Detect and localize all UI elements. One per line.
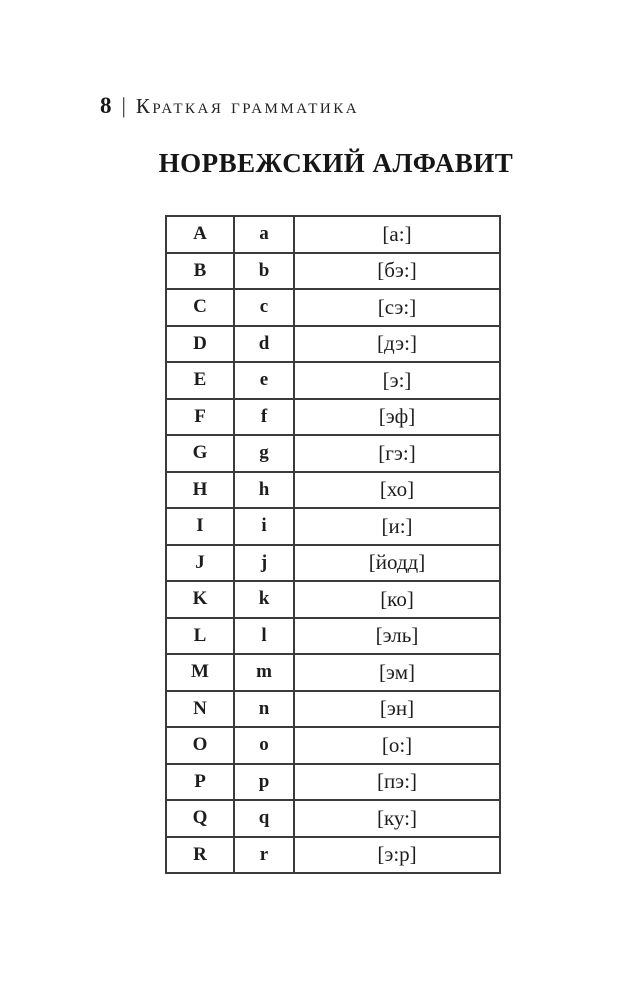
table-row: [166, 837, 500, 874]
table-row: [166, 216, 500, 253]
pronunciation-cell: [хо]: [294, 472, 500, 509]
table-row: [166, 435, 500, 472]
uppercase-letter-cell: E: [166, 362, 234, 399]
uppercase-letter-cell: P: [166, 764, 234, 801]
table-row: [166, 581, 500, 618]
table-row: [166, 545, 500, 582]
pronunciation-cell: [э:]: [294, 362, 500, 399]
table-row: [166, 654, 500, 691]
lowercase-letter-cell: g: [234, 435, 294, 472]
uppercase-letter-cell: N: [166, 691, 234, 728]
lowercase-letter-cell: p: [234, 764, 294, 801]
uppercase-letter-cell: A: [166, 216, 234, 253]
alphabet-table-body: [166, 216, 500, 873]
page-header: [100, 93, 359, 119]
lowercase-letter-cell: l: [234, 618, 294, 655]
pronunciation-cell: [гэ:]: [294, 435, 500, 472]
pronunciation-cell: [а:]: [294, 216, 500, 253]
pronunciation-cell: [сэ:]: [294, 289, 500, 326]
table-row: [166, 399, 500, 436]
table-row: [166, 764, 500, 801]
uppercase-letter-cell: F: [166, 399, 234, 436]
table-row: [166, 618, 500, 655]
pronunciation-cell: [йодд]: [294, 545, 500, 582]
lowercase-letter-cell: h: [234, 472, 294, 509]
lowercase-letter-cell: c: [234, 289, 294, 326]
lowercase-letter-cell: m: [234, 654, 294, 691]
pronunciation-cell: [пэ:]: [294, 764, 500, 801]
lowercase-letter-cell: i: [234, 508, 294, 545]
pronunciation-cell: [эф]: [294, 399, 500, 436]
lowercase-letter-cell: f: [234, 399, 294, 436]
uppercase-letter-cell: L: [166, 618, 234, 655]
pronunciation-cell: [дэ:]: [294, 326, 500, 363]
pronunciation-cell: [эм]: [294, 654, 500, 691]
pronunciation-cell: [бэ:]: [294, 253, 500, 290]
lowercase-letter-cell: o: [234, 727, 294, 764]
pronunciation-cell: [эль]: [294, 618, 500, 655]
uppercase-letter-cell: R: [166, 837, 234, 874]
lowercase-letter-cell: r: [234, 837, 294, 874]
pronunciation-cell: [ко]: [294, 581, 500, 618]
lowercase-letter-cell: k: [234, 581, 294, 618]
pronunciation-cell: [ку:]: [294, 800, 500, 837]
pronunciation-cell: [о:]: [294, 727, 500, 764]
uppercase-letter-cell: J: [166, 545, 234, 582]
lowercase-letter-cell: j: [234, 545, 294, 582]
table-row: [166, 362, 500, 399]
uppercase-letter-cell: Q: [166, 800, 234, 837]
lowercase-letter-cell: a: [234, 216, 294, 253]
uppercase-letter-cell: D: [166, 326, 234, 363]
uppercase-letter-cell: C: [166, 289, 234, 326]
uppercase-letter-cell: H: [166, 472, 234, 509]
table-row: [166, 326, 500, 363]
uppercase-letter-cell: K: [166, 581, 234, 618]
table-row: [166, 691, 500, 728]
alphabet-table: [165, 215, 501, 874]
uppercase-letter-cell: O: [166, 727, 234, 764]
uppercase-letter-cell: B: [166, 253, 234, 290]
table-row: [166, 289, 500, 326]
pronunciation-cell: [э:р]: [294, 837, 500, 874]
table-row: [166, 800, 500, 837]
lowercase-letter-cell: n: [234, 691, 294, 728]
page-number: 8: [100, 93, 112, 118]
table-row: [166, 508, 500, 545]
uppercase-letter-cell: M: [166, 654, 234, 691]
running-head: Краткая грамматика: [135, 94, 360, 118]
table-row: [166, 253, 500, 290]
lowercase-letter-cell: d: [234, 326, 294, 363]
table-row: [166, 472, 500, 509]
page-title: НОРВЕЖСКИЙ АЛФАВИТ: [158, 148, 514, 178]
table-row: [166, 727, 500, 764]
uppercase-letter-cell: I: [166, 508, 234, 545]
lowercase-letter-cell: b: [234, 253, 294, 290]
lowercase-letter-cell: e: [234, 362, 294, 399]
pronunciation-cell: [и:]: [294, 508, 500, 545]
uppercase-letter-cell: G: [166, 435, 234, 472]
lowercase-letter-cell: q: [234, 800, 294, 837]
header-separator: |: [121, 93, 126, 118]
pronunciation-cell: [эн]: [294, 691, 500, 728]
